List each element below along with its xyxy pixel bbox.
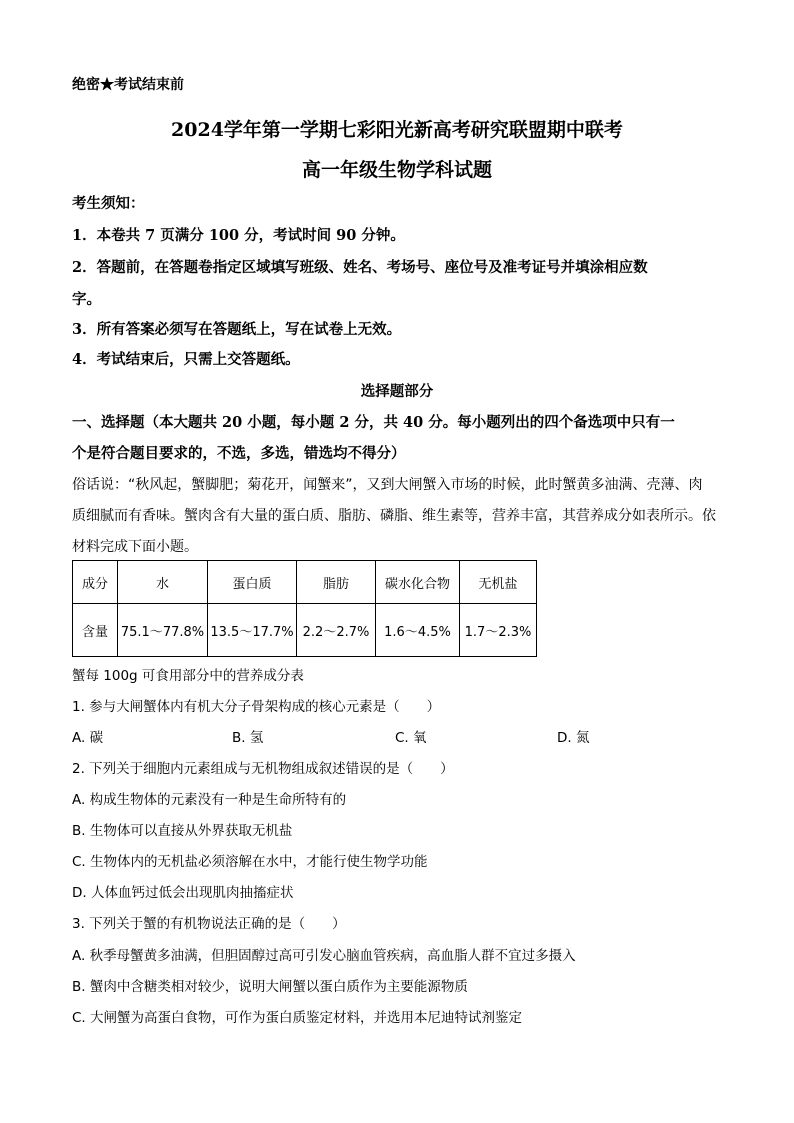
notice-item-2-continued: 字。 <box>72 291 101 308</box>
section-instructions-continued: 个是符合题目要求的，不选，多选，错选均不得分） <box>72 445 406 462</box>
table-header-cell: 脂肪 <box>297 561 376 604</box>
section-heading: 选择题部分 <box>360 383 434 400</box>
table-header-cell: 成分 <box>73 561 118 604</box>
passage-line-2: 质细腻而有香味。蟹肉含有大量的蛋白质、脂肪、磷脂、维生素等，营养丰富，其营养成分如表所示。依 <box>72 508 716 524</box>
notice-heading: 考生须知： <box>72 195 145 212</box>
question-2-option-d: D. 人体血钙过低会出现肌肉抽搐症状 <box>72 885 294 901</box>
table-header-cell: 碳水化合物 <box>376 561 460 604</box>
confidential-label: 绝密★考试结束前 <box>72 77 184 93</box>
question-3-option-a: A. 秋季母蟹黄多油满，但胆固醇过高可引发心脑血管疾病，高血脂人群不宜过多摄入 <box>72 948 576 964</box>
question-3-option-b: B. 蟹肉中含糖类相对较少，说明大闸蟹以蛋白质作为主要能源物质 <box>72 979 468 995</box>
table-cell: 2.2～2.7% <box>297 604 376 657</box>
question-1-option-c: C. 氧 <box>395 730 427 746</box>
question-2-option-c: C. 生物体内的无机盐必须溶解在水中，才能行使生物学功能 <box>72 854 428 870</box>
table-cell: 13.5～17.7% <box>208 604 297 657</box>
question-1-stem: 1. 参与大闸蟹体内有机大分子骨架构成的核心元素是（ ） <box>72 699 441 715</box>
table-cell: 75.1～77.8% <box>118 604 208 657</box>
table-cell: 含量 <box>73 604 118 657</box>
question-1-option-b: B. 氢 <box>232 730 264 746</box>
notice-item-4: 4．考试结束后，只需上交答题纸。 <box>72 351 300 368</box>
table-header-row <box>73 561 537 604</box>
passage-line-1: 俗话说：“秋风起，蟹脚肥；菊花开，闻蟹来”，又到大闸蟹入市场的时候，此时蟹黄多油满、壳薄、肉 <box>72 477 703 493</box>
question-3-stem: 3. 下列关于蟹的有机物说法正确的是（ ） <box>72 916 346 932</box>
exam-title: 2024学年第一学期七彩阳光新高考研究联盟期中联考 <box>171 119 623 141</box>
table-header-cell: 水 <box>118 561 208 604</box>
question-1-option-a: A. 碳 <box>72 730 104 746</box>
table-cell: 1.6～4.5% <box>376 604 460 657</box>
question-2-option-a: A. 构成生物体的元素没有一种是生命所特有的 <box>72 792 347 808</box>
nutrition-table <box>72 560 537 657</box>
question-2-stem: 2. 下列关于细胞内元素组成与无机物组成叙述错误的是（ ） <box>72 761 454 777</box>
table-header-cell: 蛋白质 <box>208 561 297 604</box>
question-1-option-d: D. 氮 <box>557 730 590 746</box>
table-cell: 1.7～2.3% <box>460 604 537 657</box>
notice-item-3: 3．所有答案必须写在答题纸上，写在试卷上无效。 <box>72 321 402 338</box>
table-row <box>73 604 537 657</box>
question-3-option-c: C. 大闸蟹为高蛋白食物，可作为蛋白质鉴定材料，并选用本尼迪特试剂鉴定 <box>72 1010 523 1026</box>
section-instructions: 一、选择题（本大题共 20 小题，每小题 2 分，共 40 分。每小题列出的四个备选项中只有一 <box>72 414 675 431</box>
notice-item-1: 1．本卷共 7 页满分 100 分，考试时间 90 分钟。 <box>72 227 405 244</box>
passage-line-3: 材料完成下面小题。 <box>72 539 198 555</box>
question-2-option-b: B. 生物体可以直接从外界获取无机盐 <box>72 823 293 839</box>
notice-item-2: 2．答题前，在答题卷指定区域填写班级、姓名、考场号、座位号及准考证号并填涂相应数 <box>72 259 648 276</box>
table-header-cell: 无机盐 <box>460 561 537 604</box>
exam-subtitle: 高一年级生物学科试题 <box>301 159 492 181</box>
table-caption: 蟹每 100g 可食用部分中的营养成分表 <box>72 668 304 684</box>
